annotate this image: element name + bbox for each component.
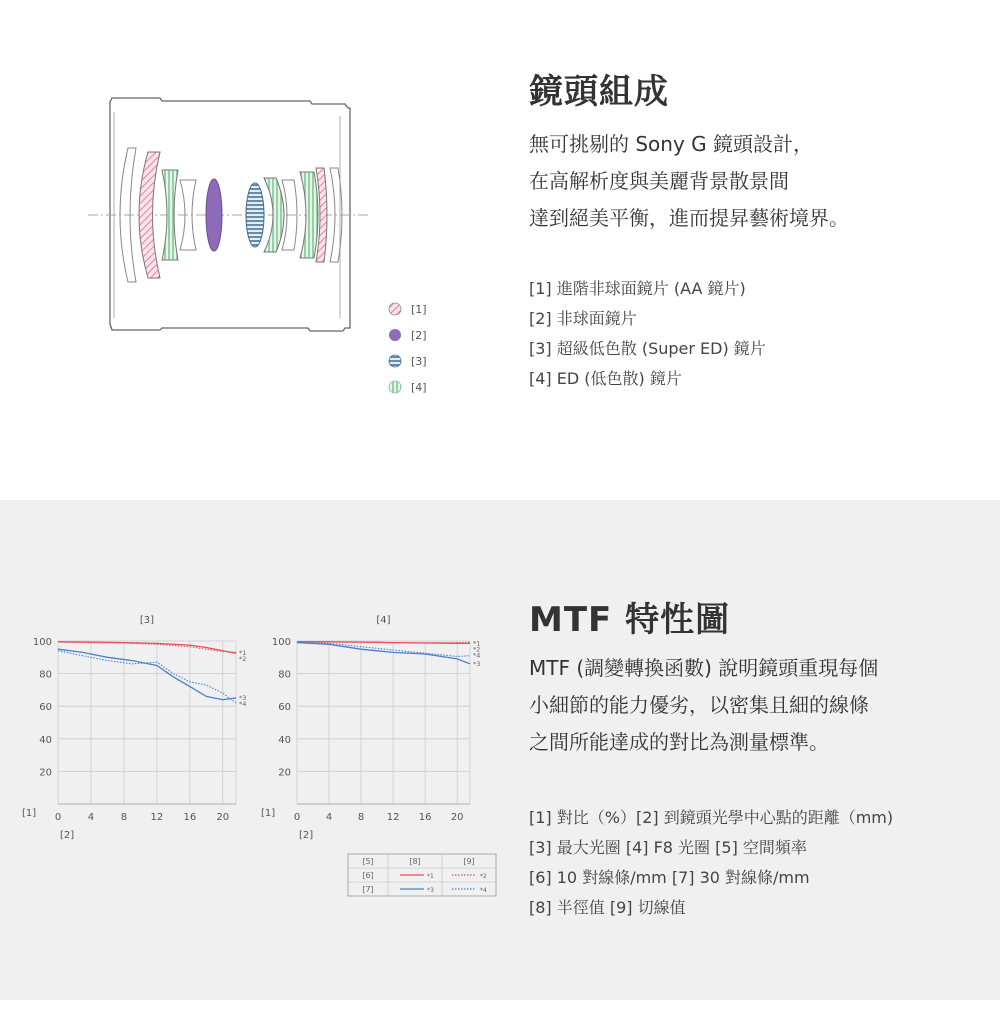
lens-legend-item: [2] 非球面鏡片 (529, 309, 637, 328)
x-tick-label: 0 (54, 812, 62, 823)
ed-lens-swatch-icon (389, 381, 401, 393)
mtf-series-line (58, 651, 236, 703)
lens-legend (389, 303, 427, 394)
mtf-legend-table (348, 854, 496, 896)
y-tick-label: 20 (39, 767, 52, 779)
lens-legend-item: [4] ED (低色散) 鏡片 (529, 369, 682, 388)
x-tick-label: 12 (150, 812, 164, 823)
lens-description-line: 在高解析度與美麗背景散景間 (529, 169, 789, 193)
x-tick-label: 0 (293, 812, 301, 823)
legend-10lp-radial: *1 (427, 873, 434, 880)
aa-lens-swatch-icon (389, 303, 401, 315)
x-axis-label: [2] (299, 830, 314, 841)
legend-row-30lp: [7] (362, 885, 374, 894)
series-end-label: *2 (473, 645, 481, 654)
mtf-charts (0, 605, 510, 1025)
x-tick-label: 8 (120, 812, 128, 823)
mtf-description-line: 之間所能達成的對比為測量標準。 (529, 730, 829, 754)
legend-30lp-tangential: *4 (480, 887, 487, 894)
series-end-label: *1 (473, 639, 481, 648)
x-tick-label: 4 (325, 812, 333, 823)
aspherical-lens-swatch-icon (389, 329, 401, 341)
y-tick-label: 100 (271, 637, 291, 648)
legend-10lp-tangential: *2 (480, 873, 487, 880)
lens-legend-item: [3] 超級低色散 (Super ED) 鏡片 (529, 339, 766, 358)
mtf-series-line (297, 643, 470, 664)
y-tick-label: 60 (39, 702, 52, 714)
y-tick-label: 80 (39, 669, 52, 681)
y-tick-label: 60 (278, 702, 291, 714)
legend-header-tangential: [9] (463, 857, 475, 866)
series-end-label: *4 (473, 651, 481, 660)
mtf-chart-f8 (261, 615, 480, 841)
mtf-note-item: [1] 對比（%）[2] 到鏡頭光學中心點的距離（mm) (529, 808, 894, 827)
chart-title: [4] (376, 615, 391, 626)
lens-element-ed-2 (300, 172, 318, 258)
lens-element-super-ed (246, 183, 264, 247)
x-tick-label: 12 (386, 812, 400, 823)
series-end-label: *4 (239, 700, 247, 709)
mtf-note-item: [3] 最大光圈 [4] F8 光圈 [5] 空間頻率 (529, 838, 807, 857)
mtf-section-title: MTF 特性圖 (529, 600, 731, 640)
y-tick-label: 100 (32, 637, 52, 648)
mtf-series-line (58, 642, 236, 653)
legend-mark-4: [4] (411, 381, 427, 394)
mtf-section (0, 500, 1000, 1000)
lens-diagram (0, 60, 470, 480)
mtf-chart-max-aperture (22, 615, 246, 841)
y-axis-label: [1] (22, 808, 37, 819)
legend-header-radial: [8] (409, 857, 421, 866)
x-tick-label: 20 (216, 812, 230, 823)
lens-description-line: 無可挑剔的 Sony G 鏡頭設計， (529, 132, 814, 156)
y-tick-label: 40 (39, 734, 52, 746)
y-axis-label: [1] (261, 808, 276, 819)
y-tick-label: 20 (278, 767, 291, 779)
y-tick-label: 80 (278, 669, 291, 681)
lens-legend-list (529, 274, 766, 394)
lens-legend-item: [1] 進階非球面鏡片 (AA 鏡片) (529, 279, 746, 298)
mtf-note-item: [6] 10 對線條/mm [7] 30 對線條/mm (529, 868, 810, 887)
series-end-label: *3 (239, 694, 247, 703)
lens-construction-section (0, 0, 1000, 500)
lens-section-title: 鏡頭組成 (529, 72, 669, 112)
mtf-series-line (58, 649, 236, 700)
x-tick-label: 16 (183, 812, 197, 823)
legend-30lp-radial: *3 (427, 887, 434, 894)
series-end-label: *3 (473, 659, 481, 668)
legend-mark-3: [3] (411, 355, 427, 368)
lens-element-aspherical-1 (206, 179, 222, 251)
super-ed-lens-swatch-icon (389, 355, 401, 367)
x-tick-label: 8 (357, 812, 365, 823)
lens-element-ed-1 (264, 178, 284, 252)
x-tick-label: 20 (450, 812, 464, 823)
mtf-section-description (529, 650, 878, 761)
series-end-label: *2 (239, 655, 247, 664)
mtf-description-line: MTF (調變轉換函數) 說明鏡頭重現每個 (529, 656, 879, 680)
legend-mark-2: [2] (411, 329, 427, 342)
series-end-label: *1 (239, 649, 247, 658)
chart-title: [3] (139, 615, 155, 626)
mtf-notes-list (529, 803, 893, 923)
mtf-note-item: [8] 半徑值 [9] 切線值 (529, 898, 686, 917)
x-tick-label: 16 (418, 812, 432, 823)
x-tick-label: 4 (87, 812, 95, 823)
legend-mark-1: [1] (411, 303, 427, 316)
lens-section-description (529, 126, 849, 237)
legend-header-frequency: [5] (362, 857, 374, 866)
legend-row-10lp: [6] (362, 871, 374, 880)
y-tick-label: 40 (278, 734, 291, 746)
mtf-description-line: 小細節的能力優劣，以密集且細的線條 (529, 693, 869, 717)
lens-description-line: 達到絕美平衡，進而提昇藝術境界。 (529, 206, 849, 230)
x-axis-label: [2] (60, 830, 75, 841)
